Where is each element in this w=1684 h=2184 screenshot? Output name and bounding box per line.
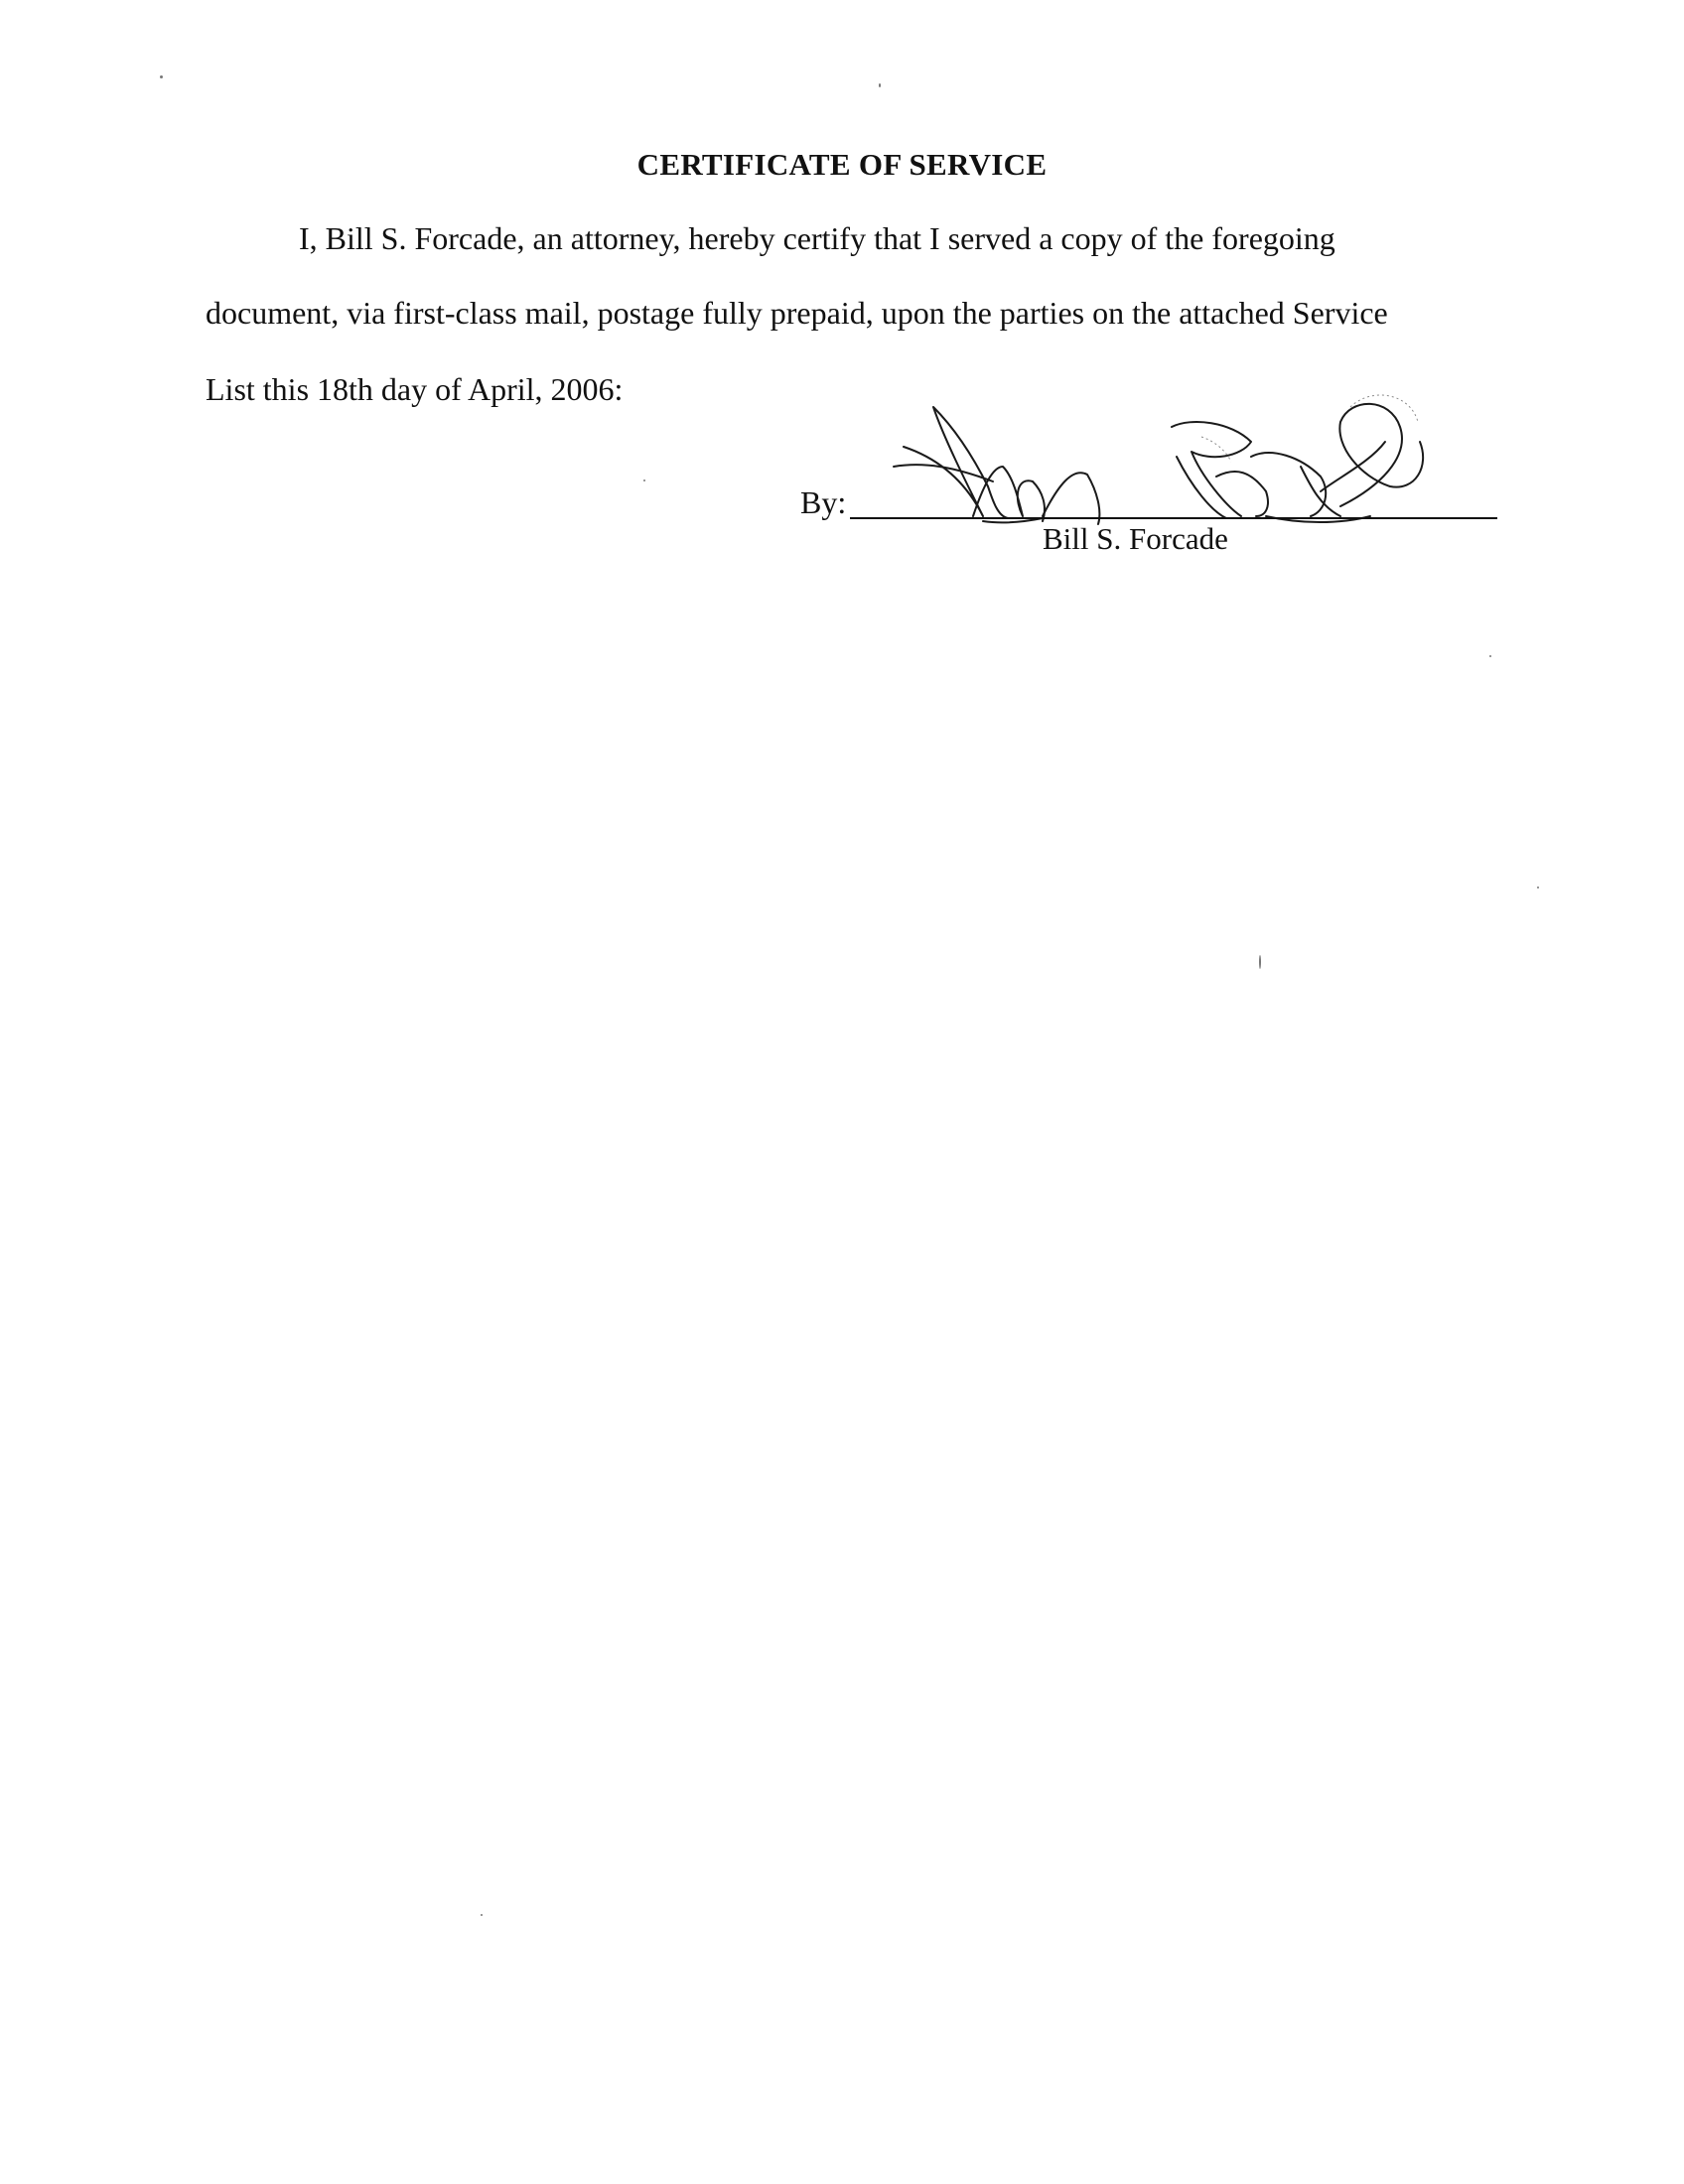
scan-speck bbox=[1489, 655, 1491, 657]
scan-speck bbox=[160, 75, 163, 78]
scan-speck bbox=[879, 83, 881, 87]
scan-speck bbox=[1537, 887, 1539, 888]
scan-speck bbox=[1259, 955, 1261, 969]
handwritten-signature bbox=[874, 367, 1430, 536]
signature-line bbox=[850, 517, 1497, 519]
signer-name: Bill S. Forcade bbox=[1043, 521, 1228, 556]
body-line-3: List this 18th day of April, 2006: bbox=[206, 371, 624, 407]
scan-speck bbox=[643, 479, 645, 481]
scan-speck bbox=[481, 1914, 483, 1916]
body-line-2: document, via first-class mail, postage fully prepaid, upon the parties on the attached Service bbox=[206, 295, 1388, 331]
document-title: CERTIFICATE OF SERVICE bbox=[636, 147, 1048, 182]
by-label: By: bbox=[800, 484, 847, 520]
body-line-1: I, Bill S. Forcade, an attorney, hereby certify that I served a copy of the foregoing bbox=[299, 220, 1335, 256]
